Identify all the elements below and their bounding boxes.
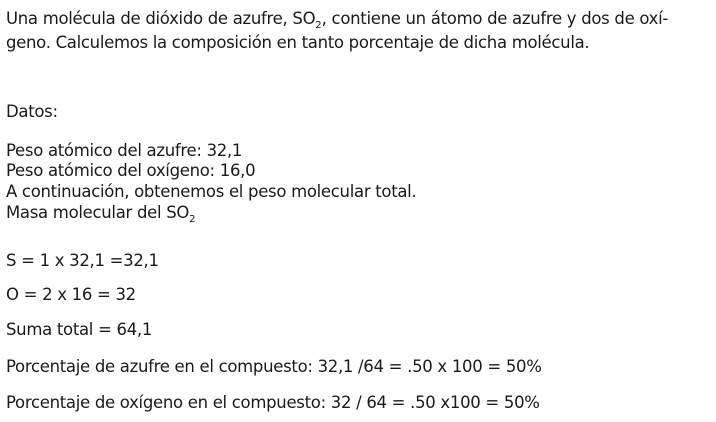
- intro-line-1: [6, 8, 668, 30]
- suma-total: Suma total = 64,1: [6, 320, 153, 339]
- porcentaje-azufre: Porcentaje de azufre en el compuesto: 32,1 /64 = .50 x 100 = 50%: [6, 357, 542, 376]
- intro-line-2: geno. Calculemos la composición en tanto porcentaje de dicha molécula.: [6, 33, 590, 52]
- calculo-azufre: S = 1 x 32,1 =32,1: [6, 251, 159, 270]
- continuacion-text: A continuación, obtenemos el peso molecular total.: [6, 182, 417, 201]
- peso-atomico-azufre: Peso atómico del azufre: 32,1: [6, 141, 243, 160]
- intro-line-1-text: Una molécula de dióxido de azufre, SO: [6, 9, 316, 28]
- datos-heading: Datos:: [6, 102, 58, 121]
- intro-line-1-text-end: , contiene un átomo de azufre y dos de oxí-: [321, 9, 669, 28]
- masa-molecular-subscript: 2: [189, 214, 196, 225]
- calculo-oxigeno: O = 2 x 16 = 32: [6, 285, 136, 304]
- masa-molecular-text: Masa molecular del SO: [6, 203, 190, 222]
- peso-atomico-oxigeno: Peso atómico del oxígeno: 16,0: [6, 161, 256, 180]
- intro-line-1-subscript: 2: [315, 20, 322, 31]
- porcentaje-oxigeno: Porcentaje de oxígeno en el compuesto: 32 / 64 = .50 x100 = 50%: [6, 393, 540, 412]
- masa-molecular: [6, 202, 195, 224]
